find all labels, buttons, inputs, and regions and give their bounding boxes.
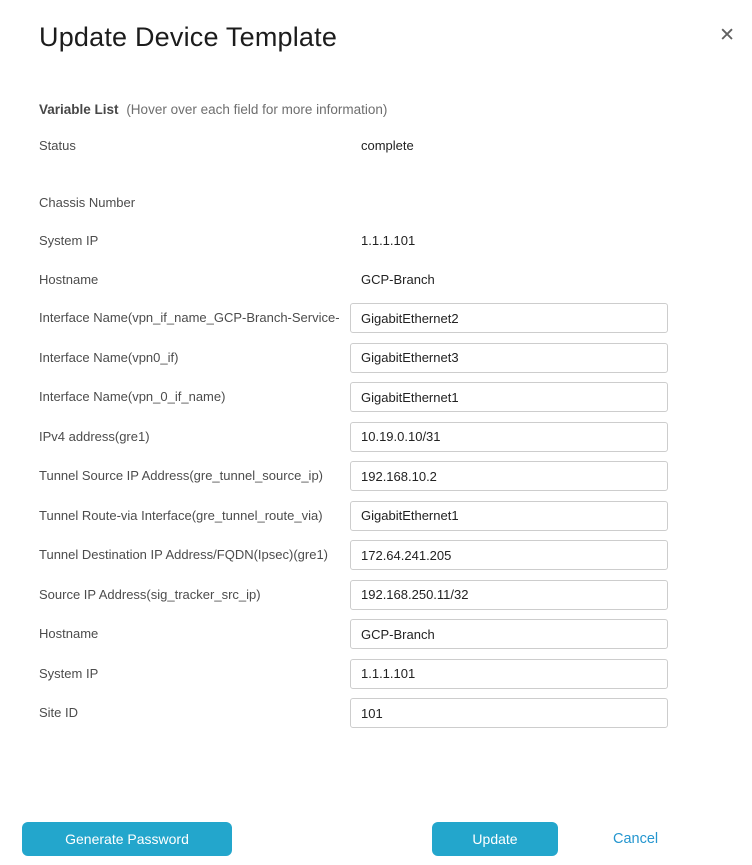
variable-list-hint: (Hover over each field for more information): [126, 102, 388, 117]
form-row: [39, 698, 668, 728]
dialog-footer: [0, 822, 752, 856]
status-value: complete: [361, 138, 414, 153]
system-ip-input[interactable]: [350, 659, 668, 689]
site-id-label: Site ID: [39, 705, 79, 720]
chassis-number-row: [39, 195, 668, 210]
update-device-template-dialog: [0, 22, 752, 865]
variable-list-heading: Variable List: [39, 102, 119, 117]
update-button[interactable]: Update: [432, 822, 558, 856]
variable-form: [39, 138, 668, 728]
system-ip-label: System IP: [39, 233, 99, 248]
status-row: [39, 138, 668, 153]
form-row: [39, 540, 668, 570]
interface-name-vpn0-if-label: Interface Name(vpn0_if): [39, 349, 179, 365]
form-row: [39, 343, 668, 373]
system-ip-row: [39, 233, 668, 248]
tunnel-source-ip-input[interactable]: [350, 461, 668, 491]
generate-password-button[interactable]: Generate Password: [22, 822, 232, 856]
tunnel-route-via-input[interactable]: [350, 501, 668, 531]
form-row: [39, 501, 668, 531]
form-row: [39, 303, 668, 333]
interface-name-vpn-if-label: Interface Name(vpn_if_name_GCP-Branch-Service-: [39, 310, 340, 325]
source-ip-tracker-label: Source IP Address(sig_tracker_src_ip): [39, 586, 261, 602]
form-row: [39, 461, 668, 491]
ipv4-address-gre1-input[interactable]: [350, 422, 668, 452]
interface-name-vpn-if-input[interactable]: [350, 303, 668, 333]
tunnel-destination-ip-input[interactable]: [350, 540, 668, 570]
form-row: [39, 619, 668, 649]
form-row: [39, 382, 668, 412]
hostname-input[interactable]: [350, 619, 668, 649]
close-icon[interactable]: ✕: [719, 25, 735, 46]
source-ip-tracker-input[interactable]: [350, 580, 668, 610]
hostname-input-label: Hostname: [39, 626, 99, 641]
ipv4-address-gre1-label: IPv4 address(gre1): [39, 428, 150, 444]
cancel-button[interactable]: Cancel: [613, 822, 658, 856]
system-ip-input-label: System IP: [39, 665, 99, 681]
interface-name-vpn0-if-input[interactable]: [350, 343, 668, 373]
interface-name-vpn-0-if-name-input[interactable]: [350, 382, 668, 412]
system-ip-value: 1.1.1.101: [361, 233, 416, 248]
hostname-row: [39, 272, 668, 287]
tunnel-route-via-label: Tunnel Route-via Interface(gre_tunnel_route_via): [39, 507, 323, 523]
form-row: [39, 659, 668, 689]
page-title: Update Device Template: [39, 22, 338, 52]
chassis-number-label: Chassis Number: [39, 195, 136, 210]
interface-name-vpn-0-if-name-label: Interface Name(vpn_0_if_name): [39, 389, 226, 404]
site-id-input[interactable]: [350, 698, 668, 728]
tunnel-destination-ip-label: Tunnel Destination IP Address/FQDN(Ipsec)(gre1): [39, 547, 329, 562]
variable-list-header: [39, 102, 752, 117]
tunnel-source-ip-label: Tunnel Source IP Address(gre_tunnel_source_ip): [39, 468, 324, 483]
form-row: [39, 580, 668, 610]
hostname-label: Hostname: [39, 272, 99, 287]
status-label: Status: [39, 138, 76, 153]
hostname-value: GCP-Branch: [361, 272, 435, 287]
form-row: [39, 422, 668, 452]
